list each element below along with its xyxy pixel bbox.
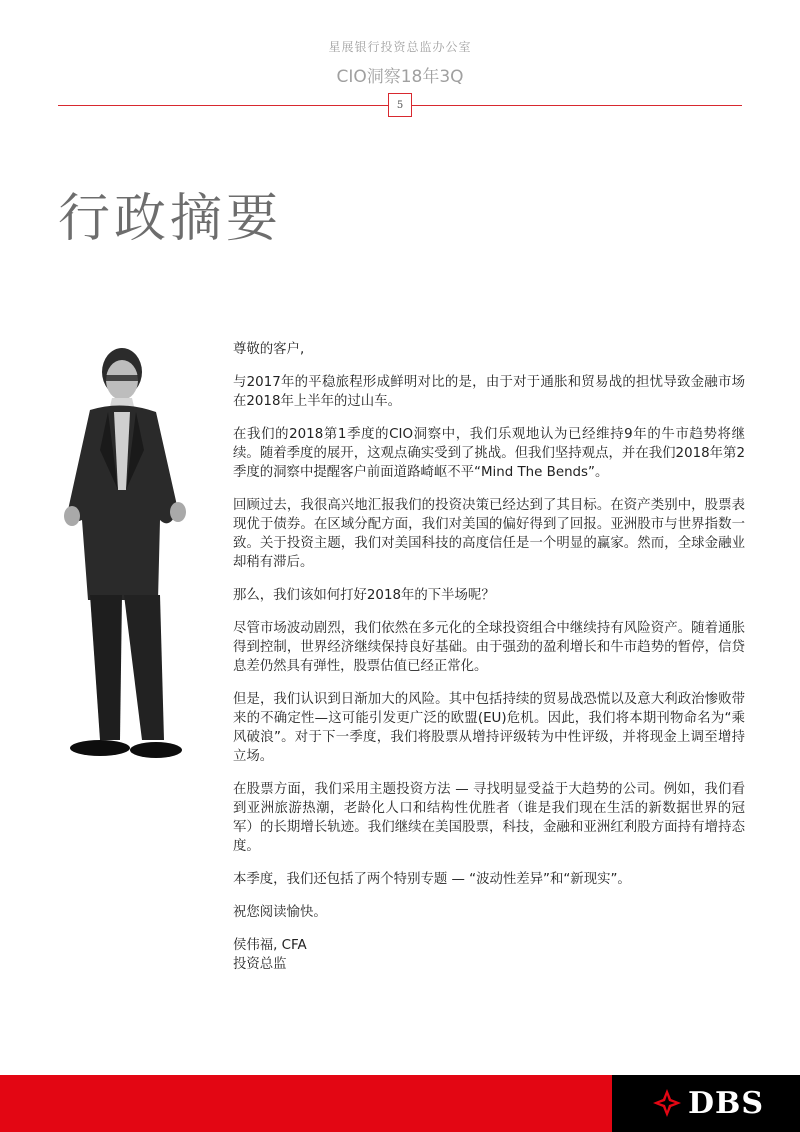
page-number: 5 (388, 93, 412, 117)
letter-paragraph: 与2017年的平稳旅程形成鲜明对比的是，由于对于通胀和贸易战的担忧导致金融市场在2018年上半年的过山车。 (233, 375, 745, 409)
dbs-star-icon (652, 1088, 682, 1118)
page-title: 行政摘要 (58, 189, 283, 249)
letter-salutation: 尊敬的客户, (233, 342, 305, 357)
letter-paragraph: 尽管市场波动剧烈，我们依然在多元化的全球投资组合中继续持有风险资产。随着通胀得到控制，世界经济继续保持良好基础。由于强劲的盈利增长和牛市趋势的暂停，信贷息差仍然具有弹性，股票估值已经正常化。 (233, 621, 745, 674)
letter-body (233, 340, 745, 974)
letter-paragraph: 回顾过去，我很高兴地汇报我们的投资决策已经达到了其目标。在资产类别中，股票表现优于债券。在区域分配方面，我们对美国的偏好得到了回报。亚洲股市与世界指数一致。关于投资主题，我们对美国科技的高度信任是一个明显的赢家。然而，全球金融业却稍有滞后。 (233, 498, 745, 570)
dbs-logo (652, 1085, 764, 1121)
header-publication: CIO洞察18年3Q (336, 67, 464, 87)
logo-text: DBS (688, 1085, 765, 1121)
signature-title: 投资总监 (233, 957, 287, 972)
signature-name: 侯伟福, CFA (233, 938, 307, 953)
header-organization: 星展银行投资总监办公室 (328, 40, 472, 54)
letter-paragraph: 在我们的2018第1季度的CIO洞察中，我们乐观地认为已经维持9年的牛市趋势将继续。随着季度的展开，这观点确实受到了挑战。但我们坚持观点，并在我们2018年第2季度的洞察中提醒客户前面道路崎岖不平“Mind The Bends”。 (233, 427, 745, 480)
letter-paragraph: 那么，我们该如何打好2018年的下半场呢？ (233, 588, 495, 603)
letter-paragraph: 但是，我们认识到日渐加大的风险。其中包括持续的贸易战恐慌以及意大利政治惨败带来的不确定性—这可能引发更广泛的欧盟(EU)危机。因此，我们将本期刊物命名为“乘风破浪”。对于下一季度，我们将股票从增持评级转为中性评级，并将现金上调至增持立场。 (233, 692, 745, 764)
letter-paragraph: 本季度，我们还包括了两个特别专题 — “波动性差异”和“新现实”。 (233, 872, 631, 887)
letter-paragraph: 在股票方面，我们采用主题投资方法 — 寻找明显受益于大趋势的公司。例如，我们看到亚洲旅游热潮，老龄化人口和结构性优胜者（谁是我们现在生活的新数据世界的冠军）的长期增长轨迹。我们继续在美国股票，科技，金融和亚洲红利股方面持有增持态度。 (233, 782, 745, 854)
portrait-photo (60, 340, 210, 780)
letter-paragraph: 祝您阅读愉快。 (233, 905, 327, 920)
